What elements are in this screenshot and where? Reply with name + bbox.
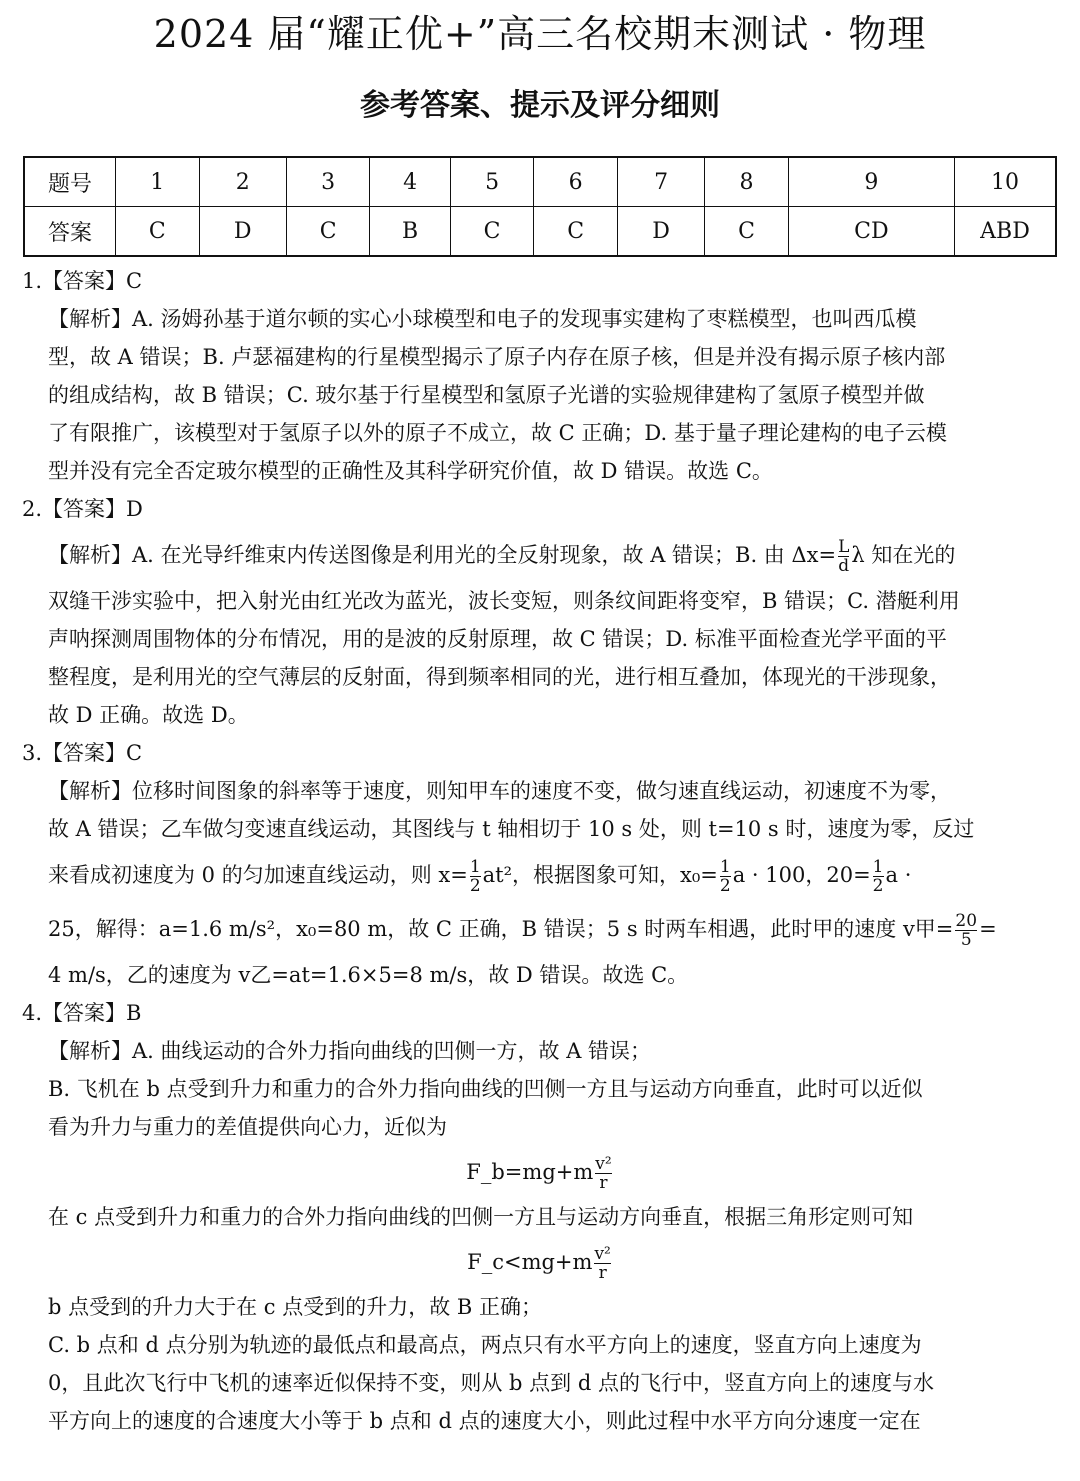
table-cell: 7 bbox=[617, 157, 704, 207]
q3-explanation-line: 故 A 错误；乙车做匀变速直线运动，其图线与 t 轴相切于 10 s 处，则 t=10 s 时，速度为零，反过 bbox=[48, 817, 975, 841]
q4-explanation-line: 0，且此次飞行中飞机的速率近似保持不变，则从 b 点到 d 点的飞行中，竖直方向上的速度与水 bbox=[48, 1371, 934, 1395]
text-segment: 来看成初速度为 0 的匀加速直线运动，则 x= bbox=[48, 863, 468, 887]
table-cell: 2 bbox=[199, 157, 286, 207]
q2-explanation-line: 故 D 正确。故选 D。 bbox=[48, 703, 249, 727]
text-segment: 25，解得：a=1.6 m/s²，x₀=80 m，故 C 正确，B 错误；5 s 时两车相遇，此时甲的速度 v甲= bbox=[48, 917, 954, 941]
table-header-cell: 题号 bbox=[24, 157, 116, 207]
text-segment: = bbox=[979, 917, 997, 941]
q3-explanation-line: 4 m/s，乙的速度为 v乙=at=1.6×5=8 m/s，故 D 错误。故选 C。 bbox=[48, 963, 689, 987]
table-cell: C bbox=[286, 207, 370, 257]
fraction-denominator: 5 bbox=[955, 930, 977, 949]
fraction-v2-over-r bbox=[595, 1155, 611, 1192]
fraction-v2-over-r bbox=[594, 1245, 610, 1282]
q1-answer: 1.【答案】C bbox=[22, 269, 143, 293]
q4-explanation-line: 【解析】A. 曲线运动的合外力指向曲线的凹侧一方，故 A 错误； bbox=[48, 1039, 652, 1063]
fraction-half bbox=[470, 858, 481, 895]
table-header-cell: 答案 bbox=[24, 207, 116, 257]
table-cell: 5 bbox=[450, 157, 534, 207]
q2-answer: 2.【答案】D bbox=[22, 497, 143, 521]
table-row-numbers bbox=[24, 157, 1056, 207]
q4-explanation-line: 在 c 点受到升力和重力的合外力指向曲线的凹侧一方且与运动方向垂直，根据三角形定则可知 bbox=[48, 1205, 914, 1229]
equation-text: F_c<mg+m bbox=[467, 1250, 593, 1274]
q4-explanation-line: B. 飞机在 b 点受到升力和重力的合外力指向曲线的凹侧一方且与运动方向垂直，此时可以近似 bbox=[48, 1077, 923, 1101]
page-title: 2024 届“耀正优+”高三名校期末测试 · 物理 bbox=[153, 12, 927, 56]
table-cell: C bbox=[116, 207, 200, 257]
table-cell: C bbox=[534, 207, 618, 257]
text-segment: a · 100，20= bbox=[732, 863, 871, 887]
table-cell: 6 bbox=[534, 157, 618, 207]
table-cell: ABD bbox=[955, 207, 1057, 257]
q4-explanation-line: 看为升力与重力的差值提供向心力，近似为 bbox=[48, 1115, 447, 1139]
answer-table bbox=[23, 156, 1057, 257]
fraction-numerator: v² bbox=[594, 1244, 611, 1264]
fraction-numerator: 20 bbox=[955, 911, 978, 931]
q1-explanation-line: 的组成结构，故 B 错误；C. 玻尔基于行星模型和氢原子光谱的实验规律建构了氢原子模型并做 bbox=[48, 383, 925, 407]
q4-explanation-line: C. b 点和 d 点分别为轨迹的最低点和最高点，两点只有水平方向上的速度，竖直方向上速度为 bbox=[48, 1333, 922, 1357]
solutions-body bbox=[22, 262, 1058, 1440]
q1-explanation-line: 了有限推广，该模型对于氢原子以外的原子不成立，故 C 正确；D. 基于量子理论建构的电子云模 bbox=[48, 421, 947, 445]
table-cell: 10 bbox=[955, 157, 1057, 207]
q1-explanation-line: 【解析】A. 汤姆孙基于道尔顿的实心小球模型和电子的发现事实建构了枣糕模型，也叫西瓜模 bbox=[48, 307, 917, 331]
equation-text: F_b=mg+m bbox=[466, 1160, 594, 1184]
text-segment: a · bbox=[885, 863, 912, 887]
q2-explanation-line: 整程度，是利用光的空气薄层的反射面，得到频率相同的光，进行相互叠加，体现光的干涉现象， bbox=[48, 665, 951, 689]
q2-explanation-line: 双缝干涉实验中，把入射光由红光改为蓝光，波长变短，则条纹间距将变窄，B 错误；C. 潜艇利用 bbox=[48, 589, 960, 613]
page-subtitle: 参考答案、提示及评分细则 bbox=[360, 88, 720, 123]
q3-explanation-line bbox=[22, 848, 1058, 902]
table-cell: 8 bbox=[705, 157, 789, 207]
q1-explanation-line: 型，故 A 错误；B. 卢瑟福建构的行星模型揭示了原子内存在原子核，但是并没有揭示原子核内部 bbox=[48, 345, 946, 369]
table-cell: C bbox=[705, 207, 789, 257]
table-cell: 4 bbox=[370, 157, 450, 207]
q2-explanation-line: 声呐探测周围物体的分布情况，用的是波的反射原理，故 C 错误；D. 标准平面检查光学平面的平 bbox=[48, 627, 947, 651]
fraction-numerator: 1 bbox=[872, 857, 884, 877]
table-cell: D bbox=[617, 207, 704, 257]
equation-fc bbox=[22, 1236, 1058, 1288]
table-cell: D bbox=[199, 207, 286, 257]
q2-explanation-line bbox=[22, 528, 1058, 582]
q3-answer: 3.【答案】C bbox=[22, 741, 143, 765]
q1-explanation-line: 型并没有完全否定玻尔模型的正确性及其科学研究价值，故 D 错误。故选 C。 bbox=[48, 459, 773, 483]
text-segment: λ 知在光的 bbox=[851, 543, 956, 567]
fraction-numerator: L bbox=[838, 537, 850, 557]
table-cell: C bbox=[450, 207, 534, 257]
table-cell: 9 bbox=[788, 157, 954, 207]
q4-explanation-line: b 点受到的升力大于在 c 点受到的升力，故 B 正确； bbox=[48, 1295, 543, 1319]
fraction-numerator: v² bbox=[595, 1154, 612, 1174]
q4-answer: 4.【答案】B bbox=[22, 1001, 142, 1025]
fraction-half bbox=[873, 858, 884, 895]
fraction-denominator: r bbox=[594, 1263, 610, 1282]
fraction-20-over-5 bbox=[955, 912, 977, 949]
text-segment: at²，根据图象可知，x₀= bbox=[482, 863, 718, 887]
text-segment: 【解析】A. 在光导纤维束内传送图像是利用光的全反射现象，故 A 错误；B. 由 Δx= bbox=[48, 543, 837, 567]
fraction-l-over-d bbox=[838, 538, 849, 575]
fraction-denominator: 2 bbox=[719, 876, 731, 896]
table-cell: CD bbox=[788, 207, 954, 257]
fraction-half bbox=[720, 858, 731, 895]
fraction-denominator: d bbox=[838, 556, 850, 576]
q4-explanation-line: 平方向上的速度的合速度大小等于 b 点和 d 点的速度大小，则此过程中水平方向分速度一定在 bbox=[48, 1409, 921, 1433]
table-cell: 3 bbox=[286, 157, 370, 207]
table-row-answers bbox=[24, 207, 1056, 257]
equation-fb bbox=[22, 1146, 1058, 1198]
table-cell: 1 bbox=[116, 157, 200, 207]
fraction-numerator: 1 bbox=[469, 857, 481, 877]
table-cell: B bbox=[370, 207, 450, 257]
q3-explanation-line bbox=[22, 902, 1058, 956]
fraction-denominator: 2 bbox=[469, 876, 481, 896]
fraction-numerator: 1 bbox=[719, 857, 731, 877]
fraction-denominator: r bbox=[595, 1173, 611, 1192]
q3-explanation-line: 【解析】位移时间图象的斜率等于速度，则知甲车的速度不变，做匀速直线运动，初速度不为零， bbox=[48, 779, 951, 803]
fraction-denominator: 2 bbox=[872, 876, 884, 896]
